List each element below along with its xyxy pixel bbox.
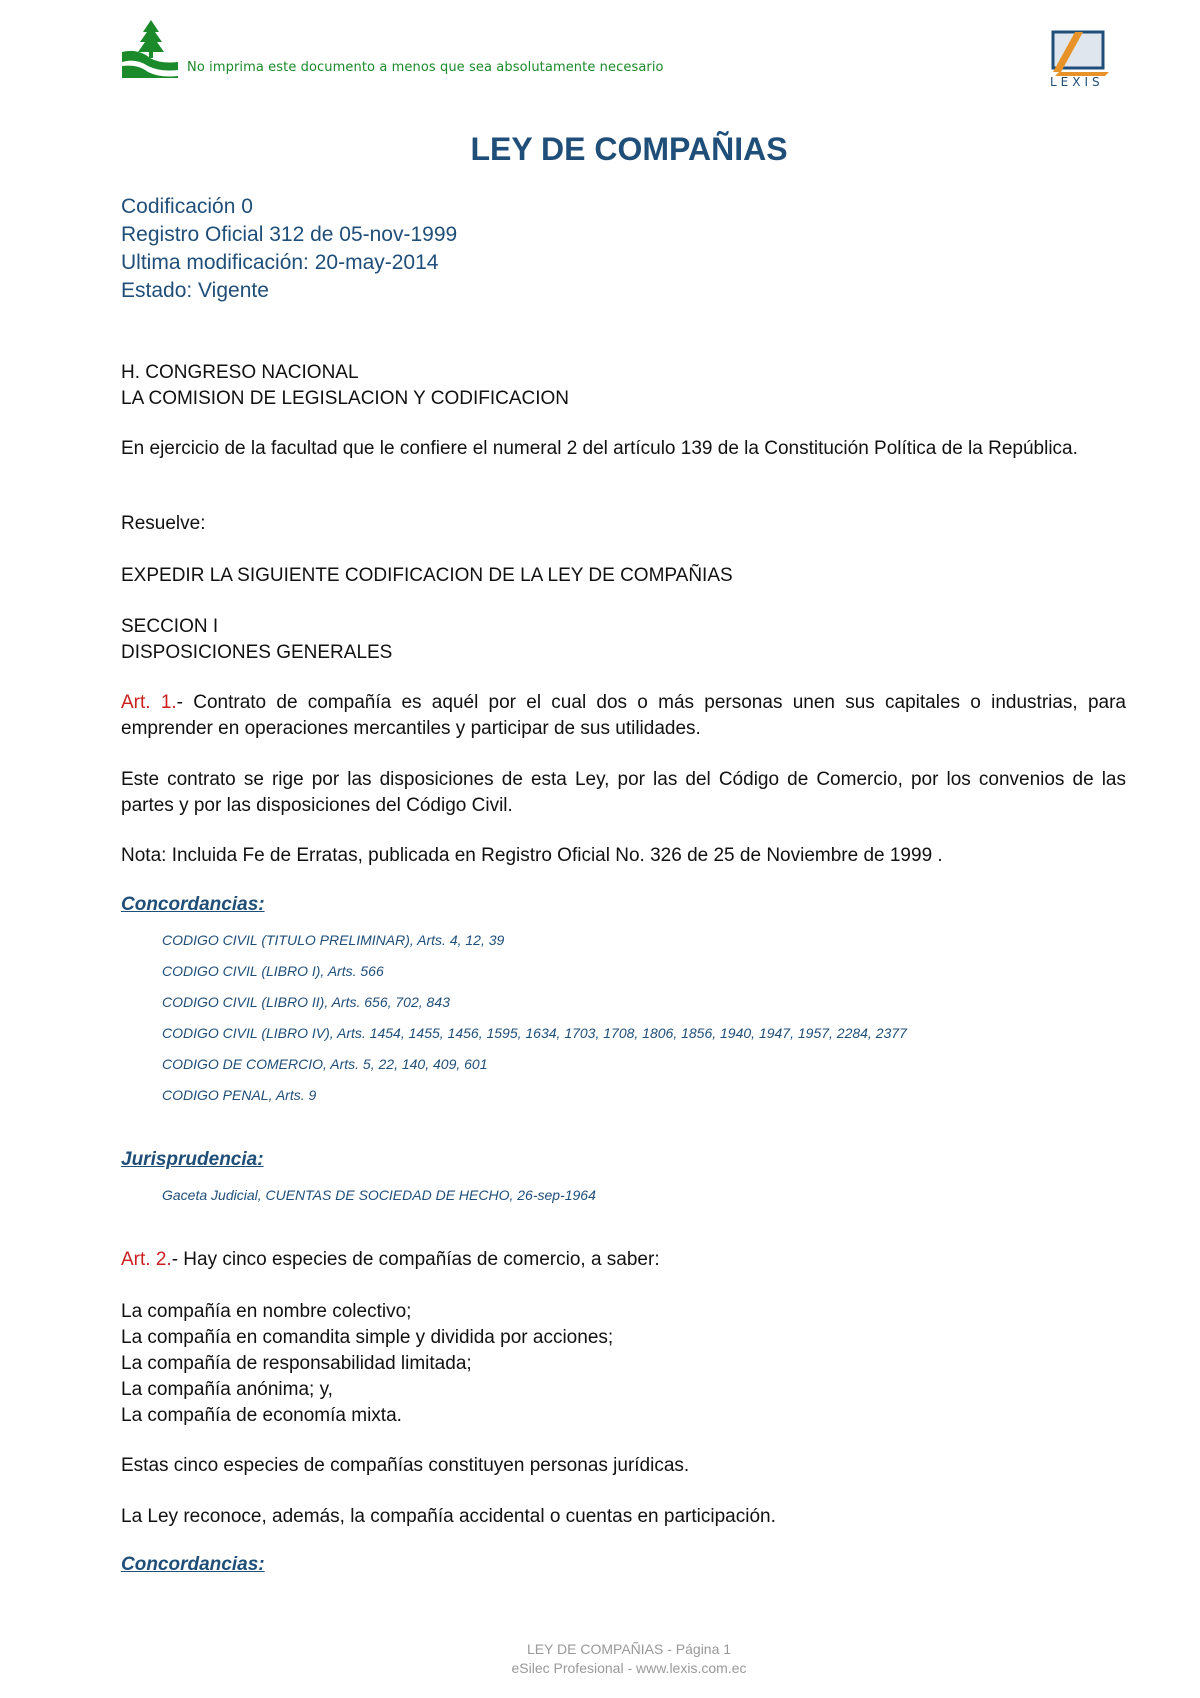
eco-print-note: No imprima este documento a menos que sea absolutamente necesario	[187, 60, 664, 75]
list-item: La compañía anónima; y,	[121, 1379, 333, 1400]
footer-page-info: LEY DE COMPAÑIAS - Página 1	[526, 1641, 732, 1657]
document-metadata	[121, 193, 457, 305]
congreso-line: H. CONGRESO NACIONAL	[121, 362, 359, 383]
seccion-line: SECCION I	[121, 616, 219, 637]
list-item: La compañía de responsabilidad limitada;	[121, 1353, 472, 1374]
article-1-nota: Nota: Incluida Fe de Erratas, publicada en Registro Oficial No. 326 de 25 de Noviembre de 1999 .	[121, 845, 943, 866]
jurisprudencia-heading: Jurisprudencia:	[121, 1149, 264, 1170]
ultima-modificacion: Ultima modificación: 20-may-2014	[121, 251, 439, 274]
article-2-list	[121, 1299, 1126, 1429]
estado: Estado: Vigente	[121, 279, 269, 302]
document-title: LEY DE COMPAÑIAS	[470, 131, 788, 167]
list-item: La compañía en nombre colectivo;	[121, 1301, 412, 1322]
ejercicio-paragraph: En ejercicio de la facultad que le confiere el numeral 2 del artículo 139 de la Constitución Política de la República.	[121, 438, 1078, 459]
section-heading	[121, 614, 1126, 666]
footer-site: eSilec Profesional - www.lexis.com.ec	[511, 1660, 747, 1676]
concordancia-item[interactable]: CODIGO CIVIL (LIBRO I), Arts. 566	[162, 963, 384, 979]
article-1-paragraph-2: Este contrato se rige por las disposiciones de esta Ley, por las del Código de Comercio, por los convenios de las partes y por las disposiciones del Código Civil.	[121, 769, 1126, 816]
concordancias-heading: Concordancias:	[121, 1554, 265, 1575]
list-item: La compañía en comandita simple y dividida por acciones;	[121, 1327, 614, 1348]
article-2-paragraph-3: La Ley reconoce, además, la compañía accidental o cuentas en participación.	[121, 1506, 776, 1527]
codificacion: Codificación 0	[121, 195, 253, 218]
article-2-paragraph-2: Estas cinco especies de compañías constituyen personas jurídicas.	[121, 1455, 690, 1476]
resuelve-line: Resuelve:	[121, 513, 206, 534]
disposiciones-line: DISPOSICIONES GENERALES	[121, 642, 393, 663]
jurisprudencia-item[interactable]: Gaceta Judicial, CUENTAS DE SOCIEDAD DE HECHO, 26-sep-1964	[162, 1187, 596, 1203]
registro-oficial: Registro Oficial 312 de 05-nov-1999	[121, 223, 458, 246]
article-1-text: - Contrato de compañía es aquél por el cual dos o más personas unen sus capitales o industrias, para emprender en operaciones mercantiles y participar de sus utilidades.	[121, 692, 1126, 739]
comision-line: LA COMISION DE LEGISLACION Y CODIFICACION	[121, 388, 570, 409]
concordancia-item[interactable]: CODIGO CIVIL (LIBRO IV), Arts. 1454, 1455, 1456, 1595, 1634, 1703, 1708, 1806, 1856, 1940, 1947, 1957, 2284, 2377	[162, 1025, 907, 1041]
article-2-text: - Hay cinco especies de compañías de comercio, a saber:	[171, 1249, 660, 1270]
list-item: La compañía de economía mixta.	[121, 1405, 402, 1426]
lexis-brand: LEXIS	[1050, 75, 1104, 89]
concordancia-item[interactable]: CODIGO PENAL, Arts. 9	[162, 1087, 317, 1103]
concordancia-item[interactable]: CODIGO DE COMERCIO, Arts. 5, 22, 140, 409, 601	[162, 1056, 488, 1072]
congreso-heading	[121, 360, 1126, 412]
tree-road-logo-icon	[120, 18, 182, 78]
expedir-line: EXPEDIR LA SIGUIENTE CODIFICACION DE LA LEY DE COMPAÑIAS	[121, 565, 733, 586]
article-1	[121, 690, 1126, 742]
concordancia-item[interactable]: CODIGO CIVIL (LIBRO II), Arts. 656, 702, 843	[162, 994, 450, 1010]
article-2	[121, 1247, 1126, 1273]
concordancia-item[interactable]: CODIGO CIVIL (TITULO PRELIMINAR), Arts. 4, 12, 39	[162, 932, 505, 948]
article-2-label: Art. 2.	[121, 1249, 172, 1270]
article-1-label: Art. 1.	[121, 692, 177, 713]
concordancias-heading: Concordancias:	[121, 894, 265, 915]
